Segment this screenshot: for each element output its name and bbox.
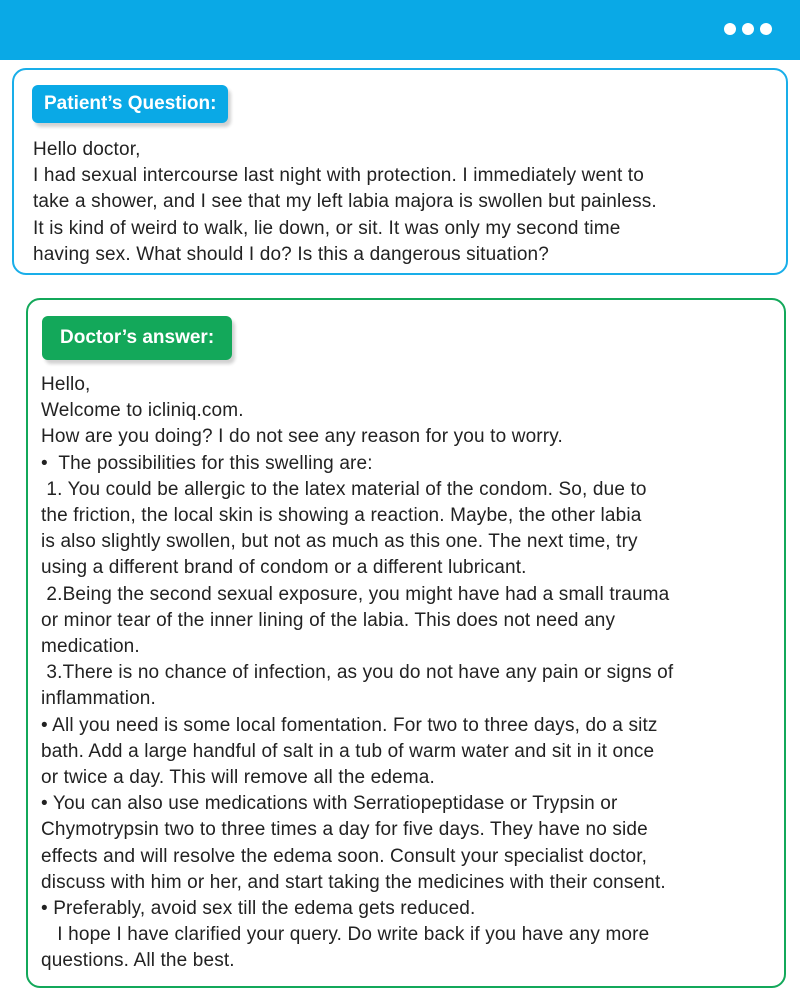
answer-line: I hope I have clarified your query. Do write back if you have any more bbox=[41, 924, 650, 946]
answer-line: effects and will resolve the edema soon. Consult your specialist doctor, bbox=[41, 845, 648, 867]
question-label: Patient’s Question: bbox=[32, 85, 228, 123]
question-line: Hello doctor, bbox=[33, 139, 141, 160]
answer-text bbox=[41, 372, 673, 975]
answer-line: the friction, the local skin is showing a reaction. Maybe, the other labia bbox=[41, 505, 642, 527]
header-bar bbox=[0, 0, 800, 60]
answer-line: bath. Add a large handful of salt in a tub of warm water and sit in it once bbox=[41, 740, 655, 762]
answer-line: • All you need is some local fomentation. For two to three days, do a sitz bbox=[41, 714, 658, 736]
more-dots-icon[interactable] bbox=[724, 23, 772, 35]
answer-line: 1. You could be allergic to the latex material of the condom. So, due to bbox=[41, 478, 647, 500]
answer-line: Welcome to icliniq.com. bbox=[41, 400, 244, 422]
dot bbox=[724, 23, 736, 35]
answer-line: is also slightly swollen, but not as much as this one. The next time, try bbox=[41, 531, 638, 553]
dot bbox=[760, 23, 772, 35]
answer-line: or minor tear of the inner lining of the labia. This does not need any bbox=[41, 609, 616, 631]
answer-line: 3.There is no chance of infection, as you do not have any pain or signs of bbox=[41, 662, 674, 684]
dot bbox=[742, 23, 754, 35]
answer-line: or twice a day. This will remove all the edema. bbox=[41, 767, 435, 789]
answer-line: • Preferably, avoid sex till the edema gets reduced. bbox=[41, 898, 476, 920]
question-line: It is kind of weird to walk, lie down, or sit. It was only my second time bbox=[33, 217, 621, 239]
answer-line: discuss with him or her, and start taking the medicines with their consent. bbox=[41, 871, 666, 893]
answer-line: using a different brand of condom or a different lubricant. bbox=[41, 557, 527, 579]
question-line: having sex. What should I do? Is this a dangerous situation? bbox=[33, 243, 549, 265]
answer-line: questions. All the best. bbox=[41, 950, 235, 972]
answer-label: Doctor’s answer: bbox=[42, 316, 232, 360]
answer-line: 2.Being the second sexual exposure, you might have had a small trauma bbox=[41, 583, 670, 605]
question-card bbox=[12, 68, 788, 275]
answer-line: medication. bbox=[41, 636, 140, 658]
answer-line: • You can also use medications with Serratiopeptidase or Trypsin or bbox=[41, 793, 618, 815]
answer-line: How are you doing? I do not see any reason for you to worry. bbox=[41, 426, 563, 448]
answer-line: Chymotrypsin two to three times a day for five days. They have no side bbox=[41, 819, 648, 841]
answer-line: Hello, bbox=[41, 374, 91, 395]
question-line: take a shower, and I see that my left labia majora is swollen but painless. bbox=[33, 191, 657, 213]
answer-card bbox=[26, 298, 786, 988]
question-text bbox=[33, 137, 657, 268]
answer-line: inflammation. bbox=[41, 688, 156, 710]
question-line: I had sexual intercourse last night with protection. I immediately went to bbox=[33, 165, 644, 187]
answer-line: • The possibilities for this swelling are: bbox=[41, 452, 373, 474]
